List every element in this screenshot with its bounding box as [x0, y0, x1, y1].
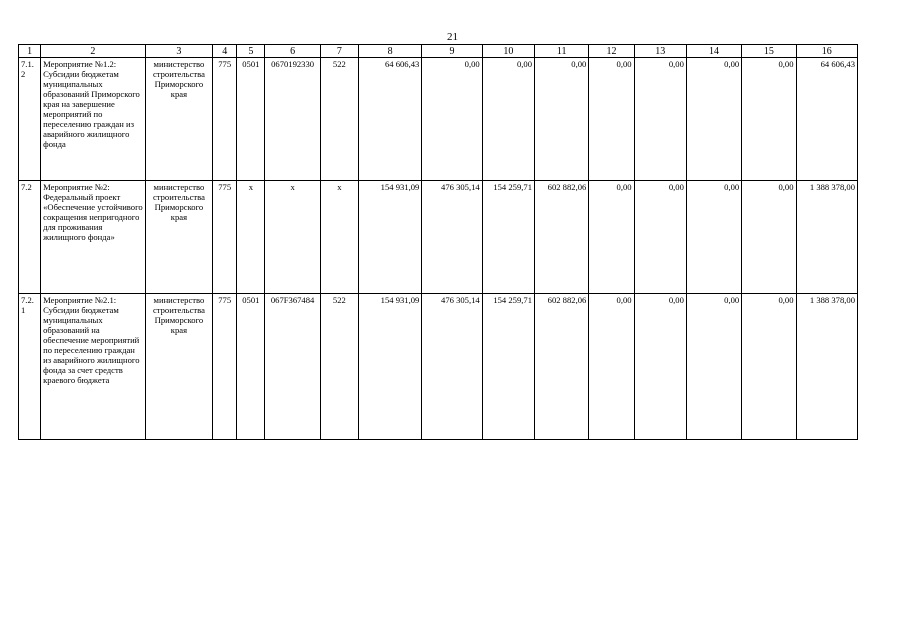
row-vr: 522	[320, 58, 358, 181]
row-executor: министерство строительства Приморского края	[145, 181, 212, 294]
row-value: 476 305,14	[422, 181, 482, 294]
column-header: 16	[796, 45, 857, 58]
column-header: 13	[634, 45, 686, 58]
column-header: 7	[320, 45, 358, 58]
row-value: 0,00	[742, 294, 796, 440]
row-code: 7.1.2	[19, 58, 41, 181]
row-name: Мероприятие №2.1: Субсидии бюджетам муниципальных образований на обеспечение мероприятий по переселению граждан из аварийного жилищного фонда за счет средств краевого бюджета	[41, 294, 146, 440]
page-number: 21	[447, 31, 458, 43]
row-value: 0,00	[634, 181, 686, 294]
row-value: 0,00	[634, 58, 686, 181]
row-csr: 0670192330	[265, 58, 320, 181]
row-name: Мероприятие №1.2: Субсидии бюджетам муниципальных образований Приморского края на завершение мероприятий по переселению граждан из аварийного жилищного фонда	[41, 58, 146, 181]
budget-table	[18, 44, 858, 440]
row-value: 0,00	[482, 58, 534, 181]
row-value: 154 259,71	[482, 294, 534, 440]
row-grbs: 775	[213, 58, 237, 181]
row-code: 7.2	[19, 181, 41, 294]
row-value: 154 259,71	[482, 181, 534, 294]
row-grbs: 775	[213, 181, 237, 294]
column-header: 4	[213, 45, 237, 58]
column-header: 1	[19, 45, 41, 58]
row-value: 0,00	[742, 181, 796, 294]
row-csr: x	[265, 181, 320, 294]
row-value: 64 606,43	[358, 58, 421, 181]
row-value: 0,00	[686, 294, 741, 440]
header-row	[19, 45, 858, 58]
row-rzpr: x	[237, 181, 265, 294]
row-value: 0,00	[589, 181, 634, 294]
row-value: 0,00	[535, 58, 589, 181]
column-header: 5	[237, 45, 265, 58]
row-value: 0,00	[742, 58, 796, 181]
row-value: 0,00	[634, 294, 686, 440]
row-value: 154 931,09	[358, 294, 421, 440]
column-header: 12	[589, 45, 634, 58]
table-row	[19, 58, 858, 181]
row-total: 1 388 378,00	[796, 294, 857, 440]
row-rzpr: 0501	[237, 58, 265, 181]
row-value: 476 305,14	[422, 294, 482, 440]
row-name: Мероприятие №2: Федеральный проект «Обеспечение устойчивого сокращения непригодного для проживания жилищного фонда»	[41, 181, 146, 294]
row-value: 0,00	[686, 58, 741, 181]
table-row	[19, 294, 858, 440]
row-value: 602 882,06	[535, 294, 589, 440]
row-value: 602 882,06	[535, 181, 589, 294]
row-value: 0,00	[589, 58, 634, 181]
row-value: 154 931,09	[358, 181, 421, 294]
row-executor: министерство строительства Приморского края	[145, 294, 212, 440]
column-header: 10	[482, 45, 534, 58]
row-total: 1 388 378,00	[796, 181, 857, 294]
column-header: 8	[358, 45, 421, 58]
row-vr: x	[320, 181, 358, 294]
column-header: 9	[422, 45, 482, 58]
column-header: 11	[535, 45, 589, 58]
row-code: 7.2.1	[19, 294, 41, 440]
column-header: 14	[686, 45, 741, 58]
row-total: 64 606,43	[796, 58, 857, 181]
column-header: 2	[41, 45, 146, 58]
column-header: 3	[145, 45, 212, 58]
row-vr: 522	[320, 294, 358, 440]
row-value: 0,00	[686, 181, 741, 294]
row-value: 0,00	[589, 294, 634, 440]
table-row	[19, 181, 858, 294]
row-executor: министерство строительства Приморского края	[145, 58, 212, 181]
row-value: 0,00	[422, 58, 482, 181]
column-header: 6	[265, 45, 320, 58]
row-grbs: 775	[213, 294, 237, 440]
column-header: 15	[742, 45, 796, 58]
row-csr: 067F367484	[265, 294, 320, 440]
row-rzpr: 0501	[237, 294, 265, 440]
